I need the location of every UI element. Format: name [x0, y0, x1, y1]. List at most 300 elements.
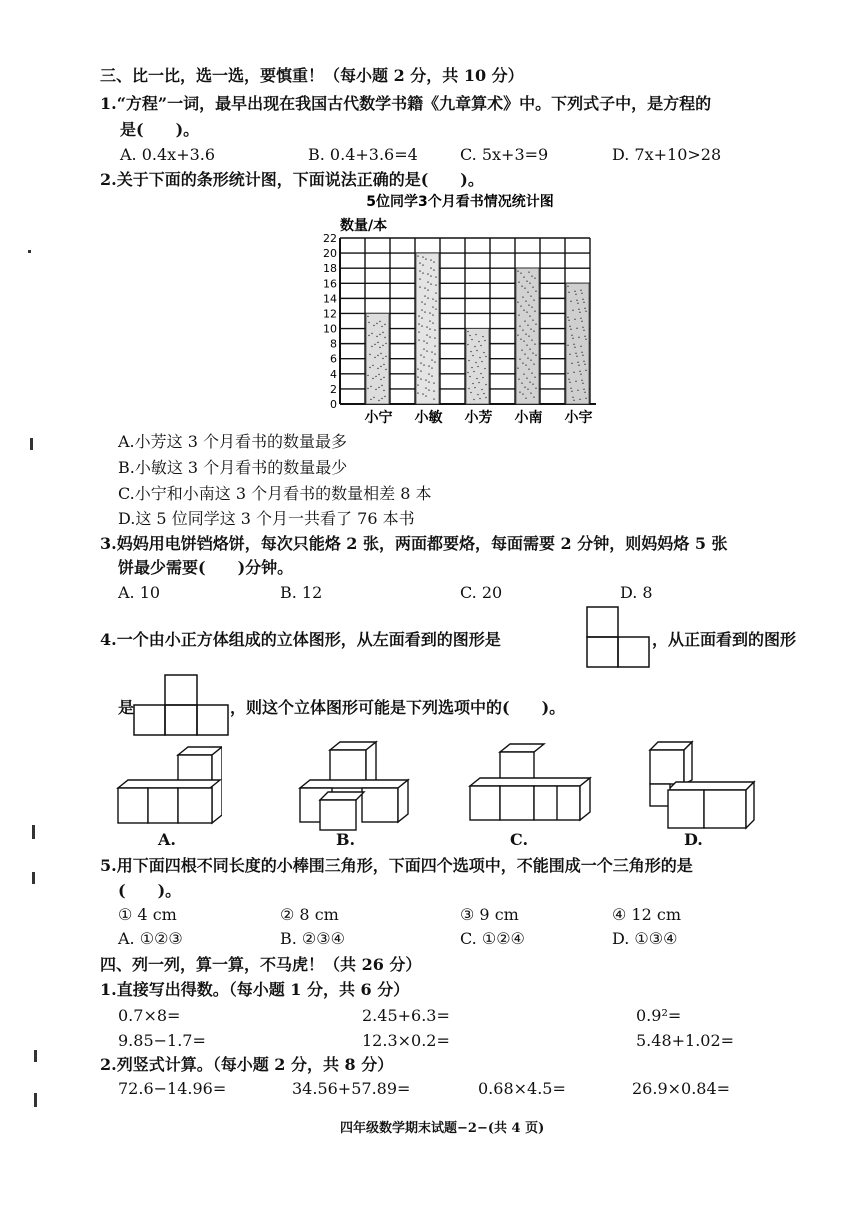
bar-texture-dot — [573, 344, 574, 345]
bar-texture-dot — [527, 291, 528, 292]
section3-title: 三、比一比，选一选，要慎重！（每小题 2 分，共 10 分） — [100, 66, 524, 85]
bar-texture-dot — [478, 382, 479, 383]
bar-texture-dot — [433, 382, 434, 383]
margin-mark — [34, 1093, 37, 1107]
q1-option-c[interactable]: C. 5x+3=9 — [460, 145, 549, 164]
bar — [566, 283, 589, 404]
bar-texture-dot — [571, 363, 572, 364]
bar-texture-dot — [529, 315, 530, 316]
bar-texture-dot — [379, 347, 380, 348]
bar-texture-dot — [435, 276, 436, 277]
bar-texture-dot — [585, 339, 586, 340]
bar-texture-dot — [474, 387, 475, 388]
bar-texture-dot — [383, 364, 384, 365]
bar-texture-dot — [371, 333, 372, 334]
bar-texture-dot — [382, 332, 383, 333]
calc-item[interactable]: 2.45+6.3= — [362, 1006, 450, 1025]
bar-texture-dot — [467, 372, 468, 373]
bar-texture-dot — [377, 368, 378, 369]
bar-texture-dot — [430, 267, 431, 268]
calc-item[interactable]: 12.3×0.2= — [362, 1031, 450, 1050]
x-tick-label: 小南 — [514, 410, 543, 426]
vertical-calc-item[interactable]: 0.68×4.5= — [478, 1079, 566, 1098]
bar-texture-dot — [581, 352, 582, 353]
bar-texture-dot — [570, 388, 571, 389]
bar-texture-dot — [376, 336, 377, 337]
q2-option-d[interactable]: D.这 5 位同学这 3 个月一共看了 76 本书 — [118, 509, 415, 528]
bar-texture-dot — [574, 291, 575, 292]
bar-texture-dot — [522, 296, 523, 297]
bar-texture-dot — [517, 301, 518, 302]
bar-texture-dot — [575, 353, 576, 354]
bar-texture-dot — [379, 321, 380, 322]
bar-texture-dot — [430, 283, 431, 284]
bar-texture-dot — [534, 376, 535, 377]
bar-texture-dot — [375, 376, 376, 377]
bar-texture-dot — [524, 320, 525, 321]
q2-option-c[interactable]: C.小宁和小南这 3 个月看书的数量相差 8 本 — [118, 484, 432, 503]
q5-stick-2: ② 8 cm — [280, 905, 339, 924]
bar-texture-dot — [535, 354, 536, 355]
margin-mark — [30, 438, 33, 450]
bar-texture-dot — [522, 362, 523, 363]
q4-option-a-label[interactable]: A. — [158, 830, 176, 849]
bar-texture-dot — [432, 314, 433, 315]
bar-texture-dot — [474, 346, 475, 347]
q4-option-d-label[interactable]: D. — [684, 830, 703, 849]
bar-texture-dot — [529, 348, 530, 349]
bar-texture-dot — [418, 315, 419, 316]
bar-texture-dot — [471, 367, 472, 368]
bar-texture-dot — [571, 335, 572, 336]
bar-texture-dot — [583, 330, 584, 331]
vertical-calc-item[interactable]: 26.9×0.84= — [632, 1079, 731, 1098]
bar-texture-dot — [418, 339, 419, 340]
q3-option-d[interactable]: D. 8 — [620, 583, 653, 602]
bar-texture-dot — [521, 382, 522, 383]
bar-texture-dot — [368, 322, 369, 323]
bar-texture-dot — [431, 375, 432, 376]
bar-texture-dot — [435, 284, 436, 285]
x-tick-label: 小宁 — [364, 410, 393, 426]
q4-option-b-figure[interactable] — [298, 740, 414, 832]
bar-texture-dot — [475, 362, 476, 363]
bar-texture-dot — [572, 338, 573, 339]
bar-texture-dot — [426, 334, 427, 335]
bar-texture-dot — [470, 392, 471, 393]
bar-texture-dot — [420, 362, 421, 363]
bar-texture-dot — [430, 275, 431, 276]
bar-texture-dot — [430, 259, 431, 260]
left-view-figure — [586, 606, 650, 668]
q3-option-c[interactable]: C. 20 — [460, 583, 503, 602]
q4-part4: ，则这个立体图形可能是下列选项中的( )。 — [230, 698, 566, 717]
q4-part2: ，从正面看到的图形 — [652, 630, 797, 649]
bar-texture-dot — [524, 386, 525, 387]
bar-texture-dot — [577, 362, 578, 363]
bar-texture-dot — [376, 323, 377, 324]
q4-option-d-figure[interactable] — [648, 740, 758, 832]
q5-option-a[interactable]: A. ①②③ — [118, 929, 183, 948]
bar-texture-dot — [578, 365, 579, 366]
bar-texture-dot — [530, 359, 531, 360]
bar-texture-dot — [530, 392, 531, 393]
bar-texture-dot — [434, 337, 435, 338]
q4-option-a-figure[interactable] — [112, 745, 222, 830]
margin-mark — [28, 250, 31, 253]
calc-item[interactable]: 0.7×8= — [118, 1006, 181, 1025]
bar-texture-dot — [571, 391, 572, 392]
bar-texture-dot — [420, 354, 421, 355]
bar-texture-dot — [427, 289, 428, 290]
bar-texture-dot — [378, 374, 379, 375]
bar-texture-dot — [579, 399, 580, 400]
bar-texture-dot — [580, 374, 581, 375]
bar-texture-dot — [468, 360, 469, 361]
calc-item[interactable]: 0.9²= — [636, 1006, 682, 1025]
bar-texture-dot — [429, 320, 430, 321]
bar-texture-dot — [531, 372, 532, 373]
bar-texture-dot — [417, 392, 418, 393]
bar-texture-dot — [532, 286, 533, 287]
bar-texture-dot — [370, 399, 371, 400]
bar-texture-dot — [535, 290, 536, 291]
y-tick-label: 8 — [330, 337, 337, 351]
bar-texture-dot — [521, 285, 522, 286]
bar-texture-dot — [472, 355, 473, 356]
q2-text: 2.关于下面的条形统计图，下面说法正确的是( )。 — [100, 170, 484, 189]
bar-texture-dot — [381, 398, 382, 399]
bar-texture-dot — [585, 398, 586, 399]
bar-texture-dot — [372, 365, 373, 366]
bar-texture-dot — [523, 373, 524, 374]
bar-texture-dot — [424, 287, 425, 288]
bar-texture-dot — [573, 400, 574, 401]
bar-texture-dot — [518, 281, 519, 282]
bar-texture-dot — [533, 396, 534, 397]
q4-option-b-label[interactable]: B. — [336, 830, 356, 849]
bar-texture-dot — [568, 379, 569, 380]
bar-texture-dot — [426, 326, 427, 327]
bar-texture-dot — [517, 367, 518, 368]
q1-option-a[interactable]: A. 0.4x+3.6 — [120, 145, 216, 164]
bar-texture-dot — [428, 365, 429, 366]
bar-texture-dot — [578, 337, 579, 338]
bar-texture-dot — [567, 345, 568, 346]
calc-item[interactable]: 9.85−1.7= — [118, 1031, 206, 1050]
bar-texture-dot — [531, 339, 532, 340]
bar-texture-dot — [370, 386, 371, 387]
bar-texture-dot — [575, 294, 576, 295]
bar-texture-dot — [528, 335, 529, 336]
bar-texture-dot — [425, 387, 426, 388]
bar-texture-dot — [424, 295, 425, 296]
q2-option-b[interactable]: B.小敏这 3 个月看书的数量最少 — [118, 458, 348, 477]
bar-texture-dot — [373, 325, 374, 326]
bar-texture-dot — [428, 373, 429, 374]
bar-texture-dot — [476, 378, 477, 379]
bar-texture-dot — [435, 308, 436, 309]
bar-texture-dot — [580, 318, 581, 319]
q5-option-d[interactable]: D. ①③④ — [612, 929, 678, 948]
bar-texture-dot — [530, 328, 531, 329]
bar-texture-dot — [584, 336, 585, 337]
bar-texture-dot — [432, 298, 433, 299]
bar-texture-dot — [432, 306, 433, 307]
bar-texture-dot — [429, 312, 430, 313]
bar-texture-dot — [425, 379, 426, 380]
bar-texture-dot — [469, 335, 470, 336]
bar-texture-dot — [576, 300, 577, 301]
bar-texture-dot — [367, 316, 368, 317]
bar-texture-dot — [484, 340, 485, 341]
bar-texture-dot — [481, 389, 482, 390]
y-tick-label: 22 — [323, 232, 337, 245]
bar-texture-dot — [535, 387, 536, 388]
y-tick-label: 14 — [323, 292, 337, 306]
bar-texture-dot — [572, 397, 573, 398]
bar-texture-dot — [368, 335, 369, 336]
bar-texture-dot — [380, 366, 381, 367]
y-tick-label: 18 — [323, 262, 337, 276]
chart-ylabel: 数量/本 — [340, 218, 388, 234]
q1-option-b[interactable]: B. 0.4+3.6=4 — [308, 145, 418, 164]
bar-texture-dot — [425, 258, 426, 259]
bar-texture-dot — [523, 276, 524, 277]
bar-texture-dot — [581, 293, 582, 294]
bar-texture-dot — [476, 350, 477, 351]
bar-texture-dot — [582, 327, 583, 328]
q3-option-b[interactable]: B. 12 — [280, 583, 323, 602]
q4-option-c-figure[interactable] — [468, 742, 592, 832]
q3-option-a[interactable]: A. 10 — [118, 583, 161, 602]
q5-option-b[interactable]: B. ②③④ — [280, 929, 345, 948]
bar-texture-dot — [477, 366, 478, 367]
bar-texture-dot — [576, 356, 577, 357]
bar-texture-dot — [421, 325, 422, 326]
q3-line1: 3.妈妈用电饼铛烙饼，每次只能烙 2 张，两面都要烙，每面需要 2 分钟，则妈妈烙 5 张 — [100, 534, 728, 553]
bar-texture-dot — [568, 292, 569, 293]
bar-texture-dot — [524, 353, 525, 354]
s4-q2-title: 2.列竖式计算。（每小题 2 分，共 8 分） — [100, 1055, 394, 1074]
bar-texture-dot — [519, 391, 520, 392]
q5-stick-3: ③ 9 cm — [460, 905, 519, 924]
y-tick-label: 20 — [323, 247, 337, 261]
bar-texture-dot — [478, 341, 479, 342]
bar-texture-dot — [523, 340, 524, 341]
bar-texture-dot — [417, 368, 418, 369]
vertical-calc-item[interactable]: 34.56+57.89= — [292, 1079, 411, 1098]
bar-texture-dot — [422, 264, 423, 265]
bar-texture-dot — [426, 342, 427, 343]
bar-texture-dot — [420, 370, 421, 371]
bar-texture-dot — [424, 303, 425, 304]
bar-texture-dot — [525, 300, 526, 301]
bar-texture-dot — [422, 393, 423, 394]
bar-texture-dot — [568, 320, 569, 321]
bar — [366, 313, 389, 404]
bar-texture-dot — [434, 345, 435, 346]
bar-texture-dot — [581, 321, 582, 322]
bar-texture-dot — [417, 255, 418, 256]
bar-texture-dot — [380, 379, 381, 380]
margin-mark — [32, 825, 35, 839]
bar-texture-dot — [531, 275, 532, 276]
page-footer: 四年级数学期末试题−2−(共 4 页) — [340, 1121, 545, 1136]
bar — [416, 253, 439, 404]
bar-texture-dot — [532, 319, 533, 320]
bar-texture-dot — [525, 364, 526, 365]
bar-texture-dot — [483, 352, 484, 353]
bar-texture-dot — [470, 351, 471, 352]
bar-texture-dot — [583, 302, 584, 303]
bar-texture-dot — [423, 364, 424, 365]
bar-texture-dot — [384, 396, 385, 397]
y-tick-label: 4 — [330, 367, 337, 381]
bar-texture-dot — [529, 381, 530, 382]
bar-texture-dot — [482, 336, 483, 337]
bar-texture-dot — [531, 306, 532, 307]
bar-texture-dot — [518, 378, 519, 379]
bar-texture-dot — [580, 346, 581, 347]
bar-texture-dot — [584, 308, 585, 309]
q5-option-c[interactable]: C. ①②④ — [460, 929, 525, 948]
bar-texture-dot — [477, 394, 478, 395]
bar-texture-dot — [371, 346, 372, 347]
bar-texture-dot — [534, 310, 535, 311]
bar-texture-dot — [582, 299, 583, 300]
bar-texture-dot — [417, 384, 418, 385]
bar-texture-dot — [567, 373, 568, 374]
bar-texture-dot — [423, 340, 424, 341]
bar-texture-dot — [533, 299, 534, 300]
bar-texture-dot — [579, 371, 580, 372]
bar-texture-dot — [423, 348, 424, 349]
bar-texture-dot — [472, 383, 473, 384]
y-tick-label: 0 — [330, 398, 337, 411]
q5-stick-4: ④ 12 cm — [612, 905, 682, 924]
q4-option-c-label[interactable]: C. — [510, 830, 529, 849]
bar-texture-dot — [529, 282, 530, 283]
bar-texture-dot — [528, 368, 529, 369]
bar-texture-dot — [525, 397, 526, 398]
bar-texture-dot — [520, 338, 521, 339]
x-tick-label: 小敏 — [414, 410, 443, 426]
q1-option-d[interactable]: D. 7x+10>28 — [612, 145, 722, 164]
bar-texture-dot — [573, 372, 574, 373]
calc-item[interactable]: 5.48+1.02= — [636, 1031, 735, 1050]
bar-texture-dot — [517, 270, 518, 271]
bar-texture-dot — [579, 312, 580, 313]
bar-texture-dot — [518, 314, 519, 315]
vertical-calc-item[interactable]: 72.6−14.96= — [118, 1079, 227, 1098]
bar-texture-dot — [485, 397, 486, 398]
bar-texture-dot — [378, 400, 379, 401]
bar-texture-dot — [485, 356, 486, 357]
bar-texture-dot — [526, 280, 527, 281]
bar-texture-dot — [584, 364, 585, 365]
bar-texture-dot — [435, 292, 436, 293]
bar-texture-dot — [419, 278, 420, 279]
bar-texture-dot — [533, 330, 534, 331]
bar-texture-dot — [532, 383, 533, 384]
bar-texture-dot — [569, 354, 570, 355]
bar-texture-dot — [369, 354, 370, 355]
bar-texture-dot — [435, 300, 436, 301]
chart-title: 5位同学3个月看书情况统计图 — [366, 194, 554, 210]
bar-texture-dot — [384, 337, 385, 338]
bar-texture-dot — [377, 342, 378, 343]
bar-texture-dot — [433, 261, 434, 262]
bar-texture-dot — [534, 277, 535, 278]
bar-texture-dot — [583, 389, 584, 390]
bar-texture-dot — [475, 334, 476, 335]
bar-texture-dot — [419, 270, 420, 271]
bar-texture-dot — [426, 350, 427, 351]
bar-texture-dot — [427, 273, 428, 274]
bar-chart — [300, 190, 630, 430]
bar-texture-dot — [433, 398, 434, 399]
bar-texture-dot — [520, 305, 521, 306]
y-tick-label: 2 — [330, 382, 337, 396]
bar-texture-dot — [534, 343, 535, 344]
y-tick-label: 10 — [323, 322, 337, 336]
bar-texture-dot — [523, 309, 524, 310]
bar-texture-dot — [422, 272, 423, 273]
bar-texture-dot — [485, 384, 486, 385]
bar-texture-dot — [480, 345, 481, 346]
bar-texture-dot — [432, 322, 433, 323]
bar-texture-dot — [424, 311, 425, 312]
q2-option-a[interactable]: A.小芳这 3 个月看书的数量最多 — [118, 432, 347, 451]
q3-line2: 饼最少需要( )分钟。 — [118, 558, 294, 577]
bar-texture-dot — [527, 357, 528, 358]
q4-part1: 4.一个由小正方体组成的立体图形，从左面看到的图形是 — [100, 630, 501, 649]
bar-texture-dot — [419, 286, 420, 287]
front-view-figure — [133, 674, 229, 737]
bar-texture-dot — [528, 304, 529, 305]
x-tick-label: 小宇 — [564, 410, 593, 426]
bar-texture-dot — [427, 297, 428, 298]
q4-part3: 是 — [118, 698, 135, 717]
bar-texture-dot — [479, 398, 480, 399]
bar-texture-dot — [381, 326, 382, 327]
margin-mark — [32, 872, 35, 884]
bar-texture-dot — [473, 371, 474, 372]
bar-texture-dot — [421, 301, 422, 302]
bar-texture-dot — [574, 347, 575, 348]
bar-texture-dot — [567, 286, 568, 287]
bar-texture-dot — [481, 361, 482, 362]
bar-texture-dot — [382, 358, 383, 359]
bar-texture-dot — [521, 349, 522, 350]
bar-texture-dot — [428, 389, 429, 390]
bar-texture-dot — [524, 287, 525, 288]
bar-texture-dot — [522, 393, 523, 394]
bar-texture-dot — [374, 344, 375, 345]
bar-texture-dot — [467, 331, 468, 332]
bar-texture-dot — [535, 323, 536, 324]
bar-texture-dot — [384, 324, 385, 325]
bar-texture-dot — [582, 355, 583, 356]
bar-texture-dot — [434, 353, 435, 354]
section4-title: 四、列一列，算一算，不马虎！（共 26 分） — [100, 955, 422, 974]
bar-texture-dot — [575, 381, 576, 382]
bar-texture-dot — [429, 336, 430, 337]
q1-line2: 是( )。 — [120, 120, 200, 139]
bar-texture-dot — [570, 329, 571, 330]
bar-texture-dot — [421, 317, 422, 318]
